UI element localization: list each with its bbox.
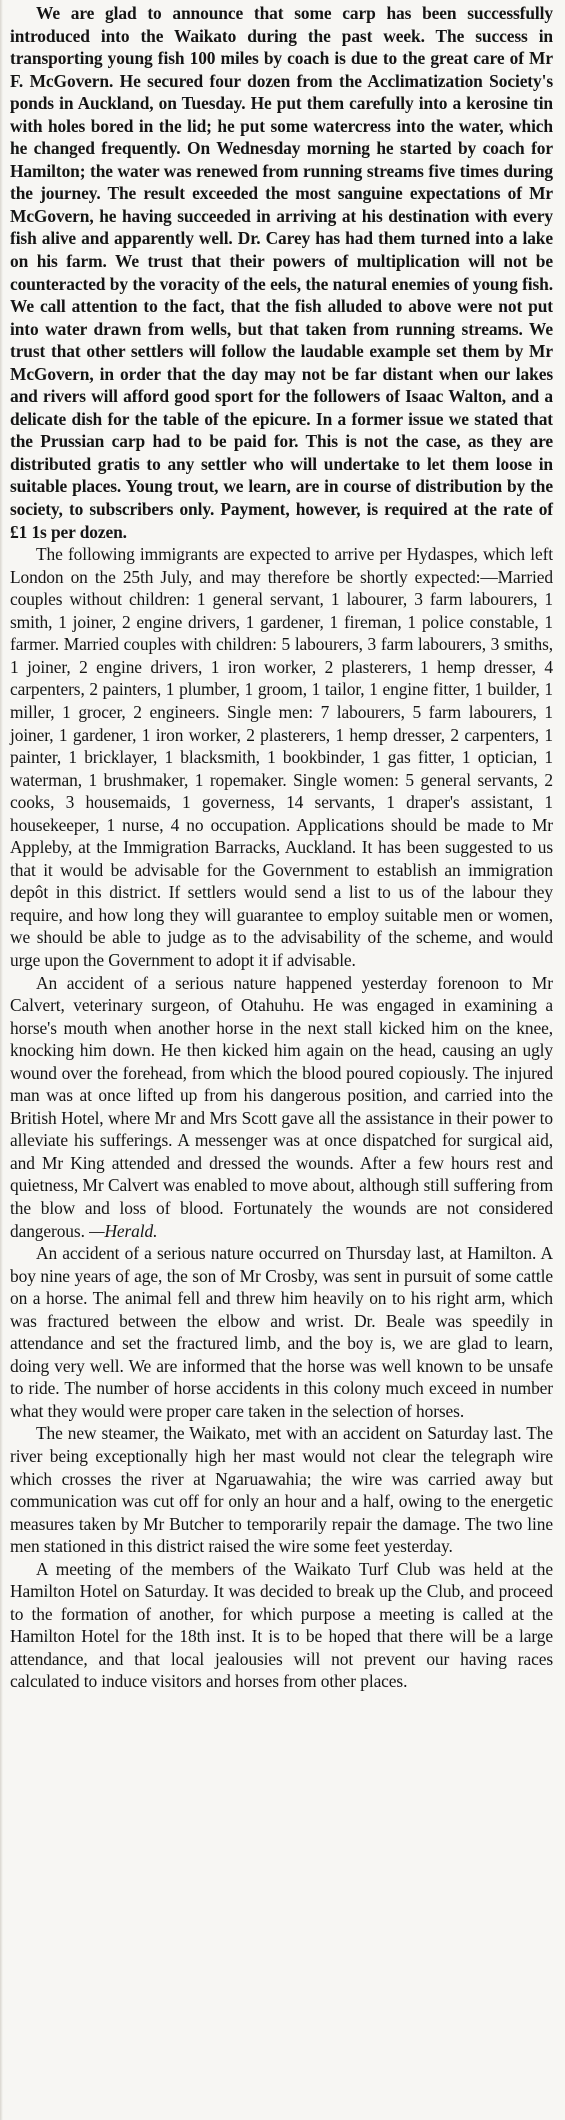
paragraph-turf-club: A meeting of the members of the Waikato Turf Club was held at the Hamilton Hotel on Saturday. It was decided to break up the Club, and proceed to the formation of another, for which purpose a meeting is called at the Hamilton Hotel for the 18th inst. It is to be hoped that there will be a large attendance, and that local jealousies will not prevent our having races calculated to induce visitors and horses from other places.	[10, 1558, 553, 1692]
paragraph-immigrants: The following immigrants are expected to arrive per Hydaspes, which left London on the 25th July, and may therefore be shortly expected:—Married couples without children: 1 general servant, 1 labourer, 3 farm labourers, 1 smith, 1 joiner, 2 engine drivers, 1 gardener, 1 fireman, 1 police constable, 1 farmer. Married couples with children: 5 labourers, 3 farm labourers, 3 smiths, 1 joiner, 2 engine drivers, 1 iron worker, 2 plasterers, 1 hemp dresser, 4 carpenters, 2 painters, 1 plumber, 1 groom, 1 tailor, 1 engine fitter, 1 builder, 1 miller, 1 grocer, 2 engineers. Single men: 7 labourers, 5 farm labourers, 1 joiner, 1 gardener, 1 iron worker, 2 plasterers, 1 hemp dresser, 2 carpenters, 1 painter, 1 bricklayer, 1 blacksmith, 1 bookbinder, 1 gas fitter, 1 optician, 1 waterman, 1 brushmaker, 1 ropemaker. Single women: 5 general servants, 2 cooks, 3 housemaids, 1 governess, 14 servants, 1 draper's assistant, 1 housekeeper, 1 nurse, 4 no occupation. Applications should be made to Mr Appleby, at the Immigration Barracks, Auckland. It has been suggested to us that it would be advisable for the Government to establish an immigration depôt in this district. If settlers would send a list to us of the labour they require, and how long they will guarantee to employ suitable men or women, we should be able to judge as to the advisability of the scheme, and would urge upon the Government to adopt it if advisable.	[10, 544, 553, 970]
attribution-herald: —Herald.	[89, 1220, 158, 1241]
paragraph-calvert-accident	[10, 972, 553, 1243]
paragraph-carp: We are glad to announce that some carp has been successfully introduced into the Waikato during the past week. The success in transporting young fish 100 miles by coach is due to the great care of Mr F. McGovern. He secured four dozen from the Acclimatization Society's ponds in Auckland, on Tuesday. He put them carefully into a kerosine tin with holes bored in the lid; he put some watercress into the water, which he changed frequently. On Wednesday morning he started by coach for Hamilton; the water was renewed from running streams five times during the journey. The result exceeded the most sanguine expectations of Mr McGovern, he having succeeded in arriving at his destination with every fish alive and apparently well. Dr. Carey has had them turned into a lake on his farm. We trust that their powers of multiplication will not be counteracted by the voracity of the eels, the natural enemies of young fish. We call attention to the fact, that the fish alluded to above were not put into water drawn from wells, but that taken from running streams. We trust that other settlers will follow the laudable example set them by Mr McGovern, in order that the day may not be far distant when our lakes and rivers will afford good sport for the followers of Isaac Walton, and a delicate dish for the table of the epicure. In a former issue we stated that the Prussian carp had to be paid for. This is not the case, as they are distributed gratis to any settler who will undertake to let them loose in suitable places. Young trout, we learn, are in course of distribution by the society, to subscribers only. Payment, however, is required at the rate of £1 1s per dozen.	[10, 3, 553, 542]
page-edge-shadow	[0, 0, 3, 2120]
news-column	[10, 2, 553, 1693]
paragraph-calvert-text: An accident of a serious nature happened yesterday forenoon to Mr Calvert, veterinary surgeon, of Otahuhu. He was engaged in examining a horse's mouth when another horse in the next stall kicked him on the knee, knocking him down. He then kicked him again on the head, causing an ugly wound over the forehead, from which the blood poured copiously. The injured man was at once lifted up from his dangerous position, and carried into the British Hotel, where Mr and Mrs Scott gave all the assistance in their power to alleviate his sufferings. A messenger was at once dispatched for surgical aid, and Mr King attended and dressed the wounds. After a few hours rest and quietness, Mr Calvert was enabled to move about, although still suffering from the blow and loss of blood. Fortunately the wounds are not considered dangerous.	[10, 972, 553, 1241]
paragraph-crosby-accident: An accident of a serious nature occurred on Thursday last, at Hamilton. A boy nine years of age, the son of Mr Crosby, was sent in pursuit of some cattle on a horse. The animal fell and threw him heavily on to his right arm, which was fractured between the elbow and wrist. Dr. Beale was speedily in attendance and set the fractured limb, and the boy is, we are glad to learn, doing very well. We are informed that the horse was well known to be unsafe to ride. The number of horse accidents in this colony much exceed in number what they would were proper care taken in the selection of horses.	[10, 1243, 553, 1421]
paragraph-steamer-waikato: The new steamer, the Waikato, met with an accident on Saturday last. The river being exceptionally high her mast would not clear the telegraph wire which crosses the river at Ngaruawahia; the wire was carried away but communication was cut off for only an hour and a half, owing to the energetic measures taken by Mr Butcher to temporarily repair the damage. The two line men stationed in this district raised the wire some feet yesterday.	[10, 1423, 553, 1557]
